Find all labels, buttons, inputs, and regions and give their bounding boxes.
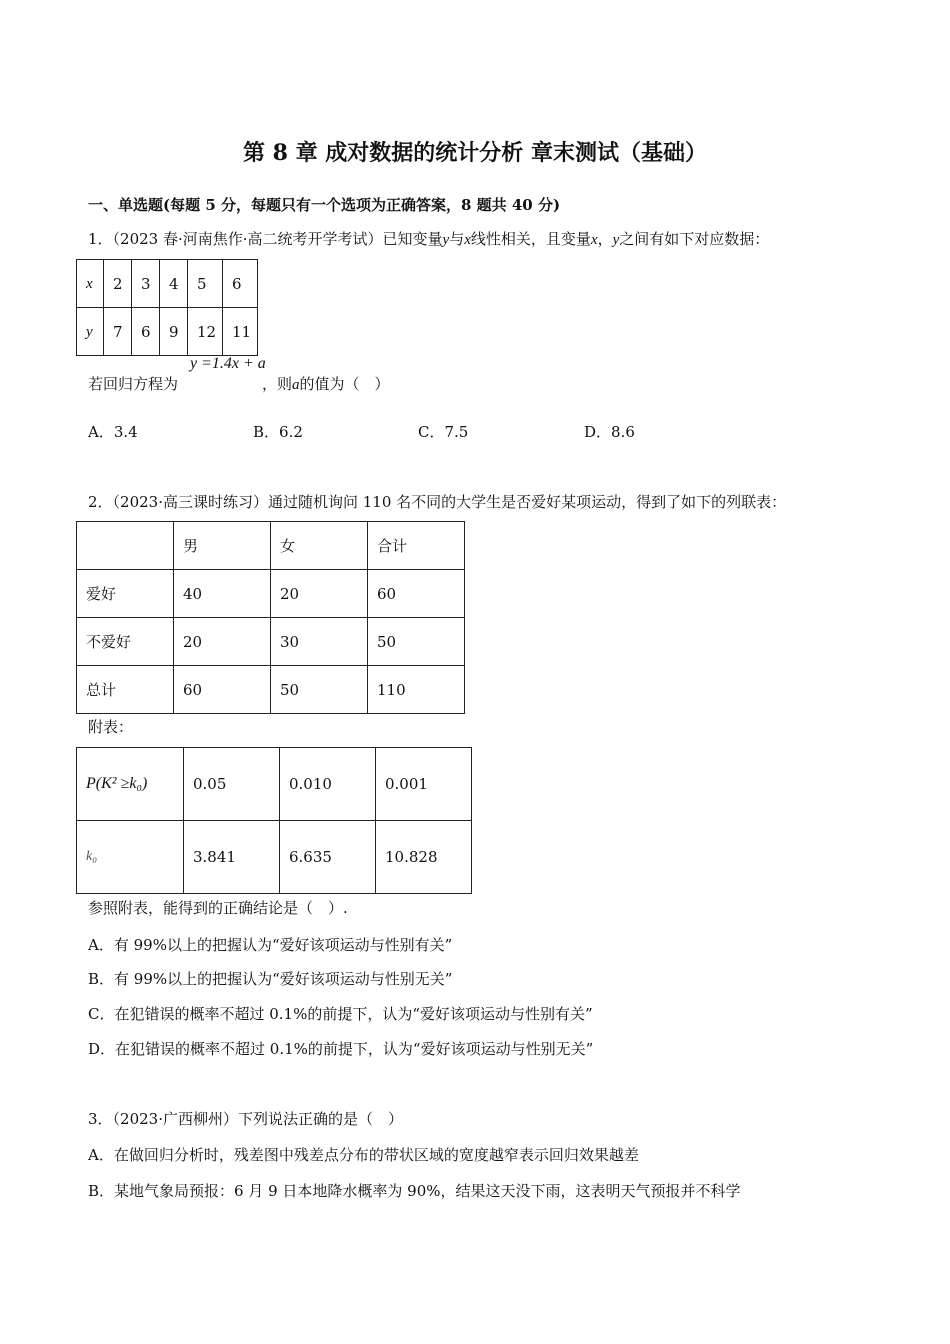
q1-option-a[interactable]: A．3.4 [88,423,138,441]
table-row: 总计 60 50 110 [77,666,465,714]
q2-contingency-table [76,521,465,714]
q2-stem: 2．（2023·高三课时练习）通过随机询问 110 名不同的大学生是否爱好某项运动，得到了如下的列联表： [88,493,787,511]
q3-stem: 3．（2023·广西柳州）下列说法正确的是（ ） [88,1110,403,1128]
q1-option-c[interactable]: C．7.5 [418,423,469,441]
table-row: y 7 6 9 12 11 [77,308,258,356]
table-row: 男 女 合计 [77,522,465,570]
table-row: 不爱好 20 30 50 [77,618,465,666]
page-title: 第 8 章 成对数据的统计分析 章末测试（基础） [243,140,707,166]
q2-ask: 参照附表，能得到的正确结论是（ ）. [88,899,348,917]
q1-stem: 1．（2023 春·河南焦作·高二统考开学考试）已知变量y与x线性相关，且变量x，y之间有如下对应数据： [88,230,770,248]
table-row: P(K² ≥k₀) 0.05 0.010 0.001 [77,748,472,821]
q3-option-b[interactable]: B．某地气象局预报：6 月 9 日本地降水概率为 90%，结果这天没下雨，这表明天气预报并不科学 [88,1182,741,1200]
q1-ask: 若回归方程为 ，则a的值为（ ） [88,375,390,393]
q2-option-d[interactable]: D．在犯错误的概率不超过 0.1%的前提下，认为“爱好该项运动与性别无关” [88,1040,594,1058]
appendix-label: 附表： [88,718,134,736]
table-row: k₀ 3.841 6.635 10.828 [77,821,472,894]
appendix-table [76,747,472,894]
section-heading: 一、单选题(每题 5 分，每题只有一个选项为正确答案，8 题共 40 分) [88,196,561,214]
q1-data-table [76,259,258,356]
q1-option-b[interactable]: B．6.2 [253,423,303,441]
table-row: 爱好 40 20 60 [77,570,465,618]
q2-option-b[interactable]: B．有 99%以上的把握认为“爱好该项运动与性别无关” [88,970,453,988]
q1-option-d[interactable]: D．8.6 [584,423,635,441]
q2-option-c[interactable]: C．在犯错误的概率不超过 0.1%的前提下，认为“爱好该项运动与性别有关” [88,1005,593,1023]
q3-option-a[interactable]: A．在做回归分析时，残差图中残差点分布的带状区域的宽度越窄表示回归效果越差 [88,1146,639,1164]
q2-option-a[interactable]: A．有 99%以上的把握认为“爱好该项运动与性别有关” [88,936,453,954]
table-row: x 2 3 4 5 6 [77,260,258,308]
regression-formula: y =1.4x + a [190,355,266,372]
